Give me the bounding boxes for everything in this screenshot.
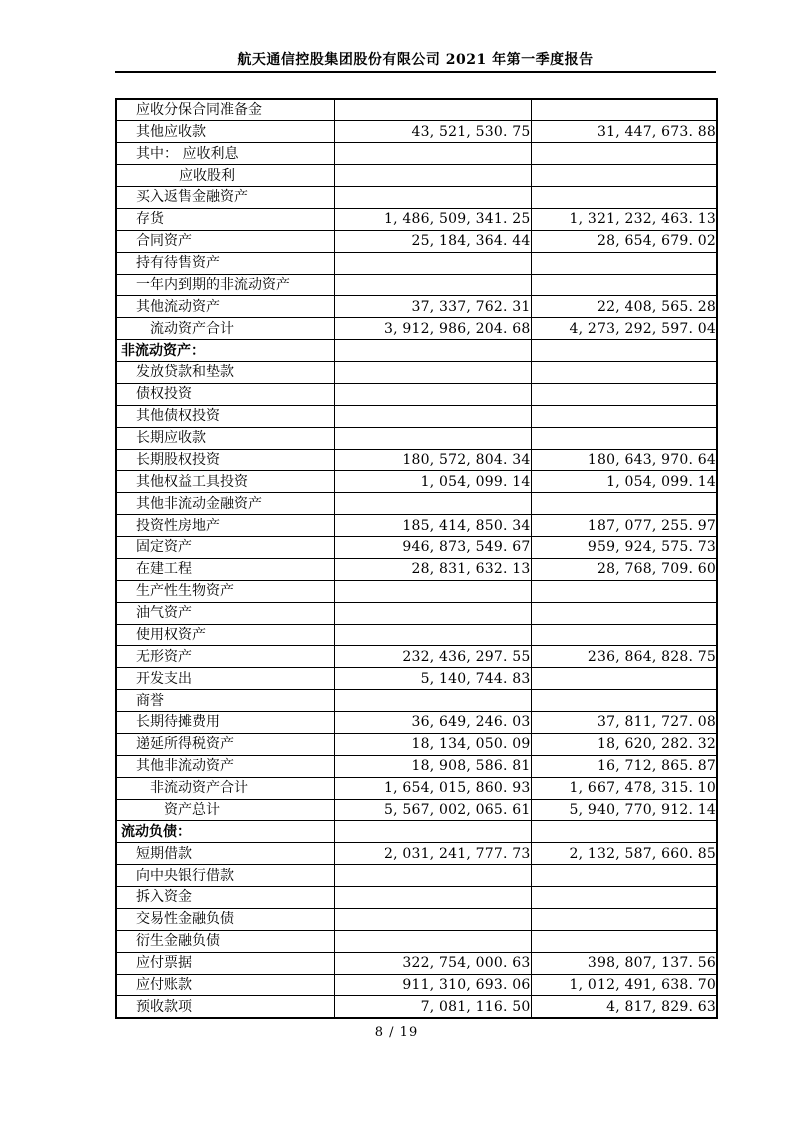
row-label: 合同资产	[116, 230, 334, 252]
row-value-col1: 946, 873, 549. 67	[334, 537, 531, 559]
table-row	[116, 668, 717, 690]
table-row	[116, 471, 717, 493]
row-label: 债权投资	[116, 383, 334, 405]
table-row	[116, 690, 717, 712]
row-value-col1	[334, 821, 531, 843]
row-value-col1: 18, 908, 586. 81	[334, 755, 531, 777]
row-label: 流动负债：	[116, 821, 334, 843]
row-label: 长期应收款	[116, 427, 334, 449]
row-label: 开发支出	[116, 668, 334, 690]
table-row	[116, 252, 717, 274]
row-value-col1	[334, 930, 531, 952]
table-row	[116, 165, 717, 187]
table-row	[116, 602, 717, 624]
row-label: 资产总计	[116, 799, 334, 821]
row-value-col2	[531, 887, 717, 909]
row-value-col1: 7, 081, 116. 50	[334, 996, 531, 1018]
row-value-col2: 2, 132, 587, 660. 85	[531, 843, 717, 865]
row-value-col1	[334, 274, 531, 296]
table-row	[116, 383, 717, 405]
row-value-col1: 28, 831, 632. 13	[334, 558, 531, 580]
row-label: 其中： 应收利息	[116, 143, 334, 165]
row-label: 在建工程	[116, 558, 334, 580]
row-value-col1: 232, 436, 297. 55	[334, 646, 531, 668]
table-row	[116, 930, 717, 952]
row-label: 向中央银行借款	[116, 865, 334, 887]
row-label: 流动资产合计	[116, 318, 334, 340]
row-value-col1	[334, 99, 531, 121]
table-row	[116, 558, 717, 580]
row-value-col1	[334, 340, 531, 362]
table-row	[116, 712, 717, 734]
table-row	[116, 493, 717, 515]
row-value-col1: 3, 912, 986, 204. 68	[334, 318, 531, 340]
row-value-col2	[531, 493, 717, 515]
row-value-col2	[531, 821, 717, 843]
row-label: 递延所得税资产	[116, 733, 334, 755]
row-value-col1	[334, 187, 531, 209]
table-row	[116, 318, 717, 340]
page-footer: 8 / 19	[374, 1025, 419, 1040]
row-value-col1	[334, 252, 531, 274]
row-value-col2: 1, 054, 099. 14	[531, 471, 717, 493]
row-value-col2	[531, 624, 717, 646]
row-label: 持有待售资产	[116, 252, 334, 274]
row-value-col2	[531, 383, 717, 405]
row-value-col1: 5, 140, 744. 83	[334, 668, 531, 690]
row-label: 投资性房地产	[116, 515, 334, 537]
row-value-col1	[334, 362, 531, 384]
row-value-col2: 187, 077, 255. 97	[531, 515, 717, 537]
row-value-col1: 180, 572, 804. 34	[334, 449, 531, 471]
row-value-col2	[531, 668, 717, 690]
row-value-col1: 43, 521, 530. 75	[334, 121, 531, 143]
row-value-col2	[531, 362, 717, 384]
row-value-col2: 959, 924, 575. 73	[531, 537, 717, 559]
row-label: 其他应收款	[116, 121, 334, 143]
row-label: 应收股利	[116, 165, 334, 187]
table-row	[116, 908, 717, 930]
row-value-col2: 16, 712, 865. 87	[531, 755, 717, 777]
row-label: 交易性金融负债	[116, 908, 334, 930]
row-value-col1	[334, 405, 531, 427]
row-value-col2	[531, 865, 717, 887]
table-row	[116, 843, 717, 865]
row-label: 其他非流动资产	[116, 755, 334, 777]
page-header-title: 航天通信控股集团股份有限公司 2021 年第一季度报告	[237, 52, 594, 68]
row-value-col2	[531, 690, 717, 712]
row-value-col1: 1, 486, 509, 341. 25	[334, 208, 531, 230]
row-value-col2	[531, 165, 717, 187]
row-value-col1: 37, 337, 762. 31	[334, 296, 531, 318]
row-value-col2: 18, 620, 282. 32	[531, 733, 717, 755]
table-row	[116, 974, 717, 996]
table-row	[116, 646, 717, 668]
row-label: 长期股权投资	[116, 449, 334, 471]
table-row	[116, 821, 717, 843]
row-value-col1	[334, 383, 531, 405]
row-value-col1	[334, 908, 531, 930]
row-value-col2: 180, 643, 970. 64	[531, 449, 717, 471]
table-row	[116, 362, 717, 384]
row-label: 生产性生物资产	[116, 580, 334, 602]
row-value-col2: 4, 273, 292, 597. 04	[531, 318, 717, 340]
row-value-col1: 1, 054, 099. 14	[334, 471, 531, 493]
row-value-col2: 37, 811, 727. 08	[531, 712, 717, 734]
row-label: 非流动资产：	[116, 340, 334, 362]
row-label: 应收分保合同准备金	[116, 99, 334, 121]
table-row	[116, 121, 717, 143]
row-value-col1	[334, 493, 531, 515]
row-value-col2: 1, 321, 232, 463. 13	[531, 208, 717, 230]
row-label: 买入返售金融资产	[116, 187, 334, 209]
row-label: 衍生金融负债	[116, 930, 334, 952]
row-value-col2: 236, 864, 828. 75	[531, 646, 717, 668]
table-row	[116, 230, 717, 252]
table-row	[116, 449, 717, 471]
row-value-col1: 322, 754, 000. 63	[334, 952, 531, 974]
table-row	[116, 296, 717, 318]
balance-sheet-table	[115, 98, 718, 1019]
row-value-col2	[531, 930, 717, 952]
row-label: 其他债权投资	[116, 405, 334, 427]
table-row	[116, 799, 717, 821]
row-value-col1	[334, 624, 531, 646]
row-label: 拆入资金	[116, 887, 334, 909]
row-label: 其他权益工具投资	[116, 471, 334, 493]
table-row	[116, 733, 717, 755]
row-value-col1	[334, 887, 531, 909]
row-label: 无形资产	[116, 646, 334, 668]
row-label: 商誉	[116, 690, 334, 712]
table-row	[116, 515, 717, 537]
row-value-col1: 2, 031, 241, 777. 73	[334, 843, 531, 865]
row-label: 应付票据	[116, 952, 334, 974]
table-row	[116, 887, 717, 909]
row-value-col2: 4, 817, 829. 63	[531, 996, 717, 1018]
row-label: 短期借款	[116, 843, 334, 865]
table-row	[116, 777, 717, 799]
table-row	[116, 537, 717, 559]
row-value-col1	[334, 427, 531, 449]
table-row	[116, 405, 717, 427]
row-value-col2	[531, 252, 717, 274]
row-label: 发放贷款和垫款	[116, 362, 334, 384]
row-value-col2: 5, 940, 770, 912. 14	[531, 799, 717, 821]
row-value-col2	[531, 99, 717, 121]
row-value-col1: 18, 134, 050. 09	[334, 733, 531, 755]
row-value-col2	[531, 143, 717, 165]
row-label: 其他非流动金融资产	[116, 493, 334, 515]
row-value-col2	[531, 340, 717, 362]
row-value-col2: 398, 807, 137. 56	[531, 952, 717, 974]
row-value-col1	[334, 690, 531, 712]
table-row	[116, 187, 717, 209]
row-value-col1: 1, 654, 015, 860. 93	[334, 777, 531, 799]
row-label: 其他流动资产	[116, 296, 334, 318]
table-row	[116, 143, 717, 165]
row-value-col2: 1, 012, 491, 638. 70	[531, 974, 717, 996]
row-value-col1	[334, 602, 531, 624]
row-value-col2: 1, 667, 478, 315. 10	[531, 777, 717, 799]
table-row	[116, 952, 717, 974]
row-value-col1: 185, 414, 850. 34	[334, 515, 531, 537]
table-row	[116, 208, 717, 230]
row-value-col1: 36, 649, 246. 03	[334, 712, 531, 734]
row-value-col2	[531, 405, 717, 427]
table-row	[116, 624, 717, 646]
row-value-col2	[531, 187, 717, 209]
row-value-col1	[334, 143, 531, 165]
row-label: 长期待摊费用	[116, 712, 334, 734]
row-value-col1	[334, 580, 531, 602]
table-row	[116, 427, 717, 449]
row-label: 存货	[116, 208, 334, 230]
table-row	[116, 755, 717, 777]
row-value-col2	[531, 602, 717, 624]
table-row	[116, 99, 717, 121]
row-label: 固定资产	[116, 537, 334, 559]
row-label: 预收款项	[116, 996, 334, 1018]
table-row	[116, 580, 717, 602]
row-label: 使用权资产	[116, 624, 334, 646]
row-value-col1	[334, 165, 531, 187]
table-body	[116, 99, 717, 1018]
table-row	[116, 274, 717, 296]
row-value-col2	[531, 274, 717, 296]
row-value-col2: 28, 768, 709. 60	[531, 558, 717, 580]
header-rule	[115, 71, 716, 73]
row-value-col2: 22, 408, 565. 28	[531, 296, 717, 318]
row-label: 一年内到期的非流动资产	[116, 274, 334, 296]
row-label: 应付账款	[116, 974, 334, 996]
row-label: 油气资产	[116, 602, 334, 624]
table-row	[116, 996, 717, 1018]
row-value-col2: 31, 447, 673. 88	[531, 121, 717, 143]
row-value-col2: 28, 654, 679. 02	[531, 230, 717, 252]
row-value-col2	[531, 908, 717, 930]
row-value-col1: 25, 184, 364. 44	[334, 230, 531, 252]
row-value-col1: 5, 567, 002, 065. 61	[334, 799, 531, 821]
row-value-col2	[531, 427, 717, 449]
table-row	[116, 340, 717, 362]
row-value-col1: 911, 310, 693. 06	[334, 974, 531, 996]
row-label: 非流动资产合计	[116, 777, 334, 799]
row-value-col1	[334, 865, 531, 887]
table-row	[116, 865, 717, 887]
row-value-col2	[531, 580, 717, 602]
